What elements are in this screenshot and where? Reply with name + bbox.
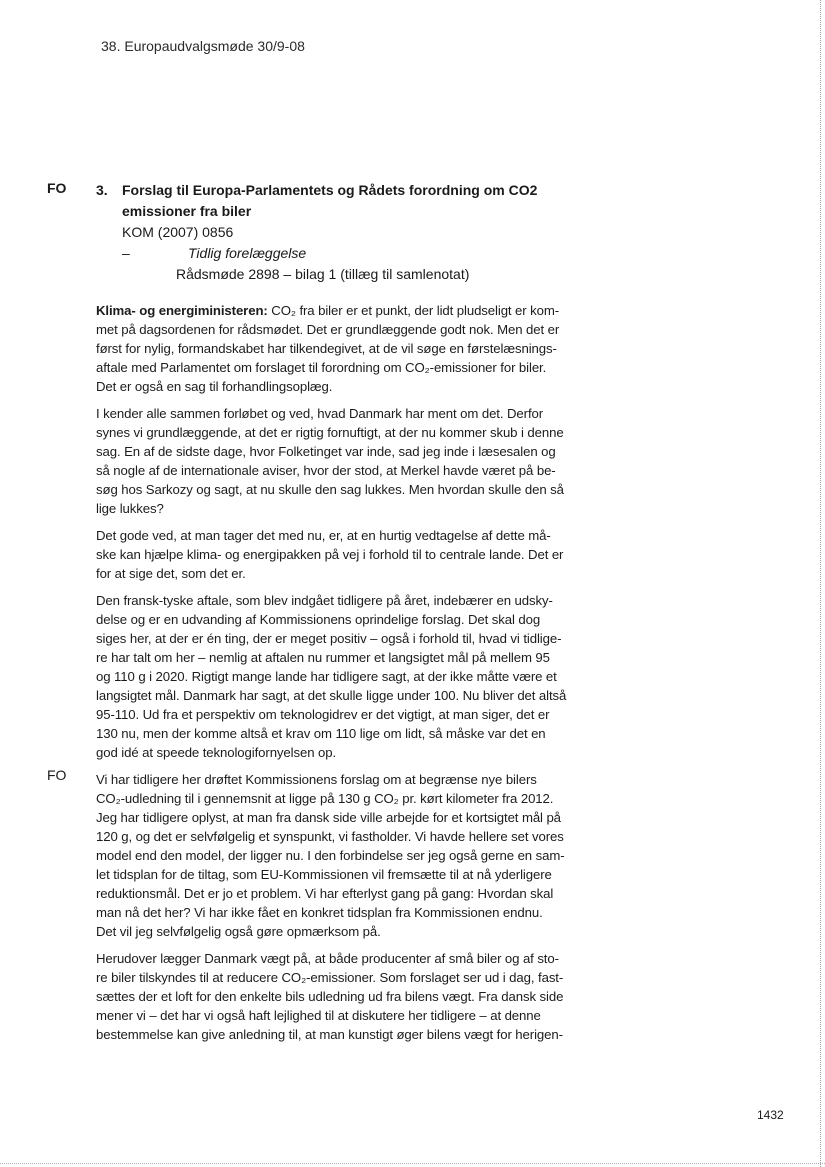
line-text: synes vi grundlæggende, at det er rigtig fornuftigt, at der nu kommer skub i denne: [96, 425, 564, 440]
line-text: re har talt om her – nemlig at aftalen nu rummer et langsigtet mål på mellem 95: [96, 650, 550, 665]
paragraph-line: [96, 610, 576, 629]
paragraph-line: [96, 968, 576, 987]
paragraph-line: [96, 770, 576, 789]
paragraph: [96, 591, 576, 762]
line-text: delse og er en udvanding af Kommissionens oprindelige forslag. Det skal dog: [96, 612, 541, 627]
agenda-meeting: Rådsmøde 2898 – bilag 1 (tillæg til samlenotat): [176, 266, 470, 282]
line-text: re biler tilskyndes til at reducere CO₂-emissioner. Som forslaget ser ud i dag, fast-: [96, 970, 564, 985]
paragraph-line: [96, 949, 576, 968]
line-text: Det vil jeg selvfølgelig også gøre opmærksom på.: [96, 924, 381, 939]
paragraph-line: [96, 827, 576, 846]
agenda-title-line1: Forslag til Europa-Parlamentets og Rådets forordning om CO2: [122, 182, 538, 198]
agenda-number: 3.: [96, 182, 108, 198]
paragraph: [96, 526, 576, 583]
paragraph-line: [96, 377, 576, 396]
line-text: Det er også en sag til forhandlingsoplæg.: [96, 379, 333, 394]
line-text: met på dagsordenen for rådsmødet. Det er grundlæggende godt nok. Men det er: [96, 322, 560, 337]
paragraph-line: [96, 667, 576, 686]
paragraph: [96, 949, 576, 1044]
paragraph-line: [96, 461, 576, 480]
paragraph-line: [96, 922, 576, 941]
paragraph-line: [96, 442, 576, 461]
paragraph-line: [96, 591, 576, 610]
paragraph-line: [96, 884, 576, 903]
margin-note-second: FO: [47, 767, 67, 783]
paragraph-line: [96, 545, 576, 564]
line-text: mener vi – det har vi også haft lejlighed til at diskutere her tidligere – at denne: [96, 1008, 541, 1023]
page-header: 38. Europaudvalgsmøde 30/9-08: [101, 38, 305, 54]
line-text: Herudover lægger Danmark vægt på, at både producenter af små biler og af sto-: [96, 951, 559, 966]
line-text: I kender alle sammen forløbet og ved, hvad Danmark har ment om det. Derfor: [96, 406, 544, 421]
line-text: 130 nu, men der komme altså et krav om 110 lige om lidt, så måske var det en: [96, 726, 546, 741]
paragraph-line: [96, 564, 576, 583]
paragraph: [96, 770, 576, 941]
line-text: Den fransk-tyske aftale, som blev indgået tidligere på året, indebærer en udsky-: [96, 593, 553, 608]
paragraph-line: [96, 1025, 576, 1044]
line-text: model end den model, der ligger nu. I den forbindelse ser jeg også gerne en sam-: [96, 848, 565, 863]
line-text: let tidsplan for de tiltag, som EU-Kommissionen vil fremsætte til at nå yderligere: [96, 867, 552, 882]
paragraph-line: [96, 358, 576, 377]
paragraph-line: [96, 789, 576, 808]
page-edge-bottom: [0, 1163, 825, 1164]
paragraph-line: [96, 743, 576, 762]
page-number: 1432: [757, 1108, 784, 1122]
line-text: god idé at speede teknologifornyelsen op.: [96, 745, 337, 760]
paragraph-line: [96, 724, 576, 743]
line-text: Jeg har tidligere oplyst, at man fra dansk side ville arbejde for et kortsigtet mål på: [96, 810, 561, 825]
paragraph-line: [96, 480, 576, 499]
line-text: CO₂-udledning til i gennemsnit at ligge på 130 g CO₂ pr. kørt kilometer fra 2012.: [96, 791, 554, 806]
line-text: sag. En af de sidste dage, hvor Folketinget var inde, sad jeg inde i læsesalen og: [96, 444, 556, 459]
paragraph-line: [96, 499, 576, 518]
paragraph-line: [96, 320, 576, 339]
agenda-status-row: [96, 243, 566, 264]
paragraph-line: [96, 1006, 576, 1025]
line-text: for at sige det, som det er.: [96, 566, 246, 581]
line-text: bestemmelse kan give anledning til, at man kunstigt øger bilens vægt for herigen-: [96, 1027, 563, 1042]
agenda-item: [96, 180, 566, 285]
paragraph-line: [96, 301, 576, 320]
line-text: man nå det her? Vi har ikke fået en konkret tidsplan fra Kommissionen endnu.: [96, 905, 543, 920]
paragraph-line: [96, 404, 576, 423]
line-text: Vi har tidligere her drøftet Kommissionens forslag om at begrænse nye bilers: [96, 772, 537, 787]
paragraph-line: [96, 903, 576, 922]
paragraph-line: [96, 865, 576, 884]
paragraph-line: [96, 423, 576, 442]
page-edge-right: [820, 0, 821, 1167]
line-text: CO₂ fra biler er et punkt, der lidt pludseligt er kom-: [271, 303, 560, 318]
line-text: søg hos Sarkozy og sagt, at nu skulle den sag lukkes. Men hvordan skulle den så: [96, 482, 564, 497]
agenda-title-line2: emissioner fra biler: [122, 203, 252, 219]
agenda-dash: –: [122, 245, 130, 261]
paragraph-line: [96, 629, 576, 648]
line-text: 95-110. Ud fra et perspektiv om teknologidrev er det vigtigt, at man siger, det er: [96, 707, 550, 722]
speaker-name: Klima- og energiministeren:: [96, 303, 268, 318]
agenda-reference: KOM (2007) 0856: [122, 224, 234, 240]
paragraph-line: [96, 339, 576, 358]
line-text: lige lukkes?: [96, 501, 164, 516]
line-text: reduktionsmål. Det er jo et problem. Vi har efterlyst gang på gang: Hvordan skal: [96, 886, 554, 901]
paragraph-line: [96, 526, 576, 545]
line-text: sættes der et loft for den enkelte bils udledning ud fra bilens vægt. Fra dansk side: [96, 989, 564, 1004]
paragraph: [96, 404, 576, 518]
line-text: aftale med Parlamentet om forslaget til forordning om CO₂-emissioner for biler.: [96, 360, 547, 375]
line-text: siges her, at der er én ting, der er meget positiv – også i forhold til, hvad vi tidlige-: [96, 631, 562, 646]
paragraph-line: [96, 648, 576, 667]
line-text: ske kan hjælpe klima- og energipakken på vej i forhold til to centrale lande. Det er: [96, 547, 564, 562]
paragraph: [96, 301, 576, 396]
paragraph-line: [96, 987, 576, 1006]
body-text: [96, 301, 576, 1052]
line-text: langsigtet mål. Danmark har sagt, at det skulle ligge under 100. Nu bliver det altså: [96, 688, 567, 703]
margin-note-first: FO: [47, 180, 67, 196]
agenda-status: Tidlig forelæggelse: [188, 245, 307, 261]
line-text: og 110 g i 2020. Rigtigt mange lande har tidligere sagt, at der ikke måtte være et: [96, 669, 557, 684]
line-text: så nogle af de internationale aviser, hvor der stod, at Merkel havde været på be-: [96, 463, 556, 478]
paragraph-line: [96, 808, 576, 827]
agenda-title: [96, 180, 566, 201]
line-text: Det gode ved, at man tager det med nu, er, at en hurtig vedtagelse af dette må-: [96, 528, 551, 543]
paragraph-line: [96, 846, 576, 865]
line-text: først for nylig, formandskabet har tilkendegivet, at de vil søge en førstelæsnings-: [96, 341, 557, 356]
paragraph-line: [96, 686, 576, 705]
paragraph-line: [96, 705, 576, 724]
line-text: 120 g, og det er selvfølgelig et synspunkt, vi fastholder. Vi havde hellere set vores: [96, 829, 564, 844]
